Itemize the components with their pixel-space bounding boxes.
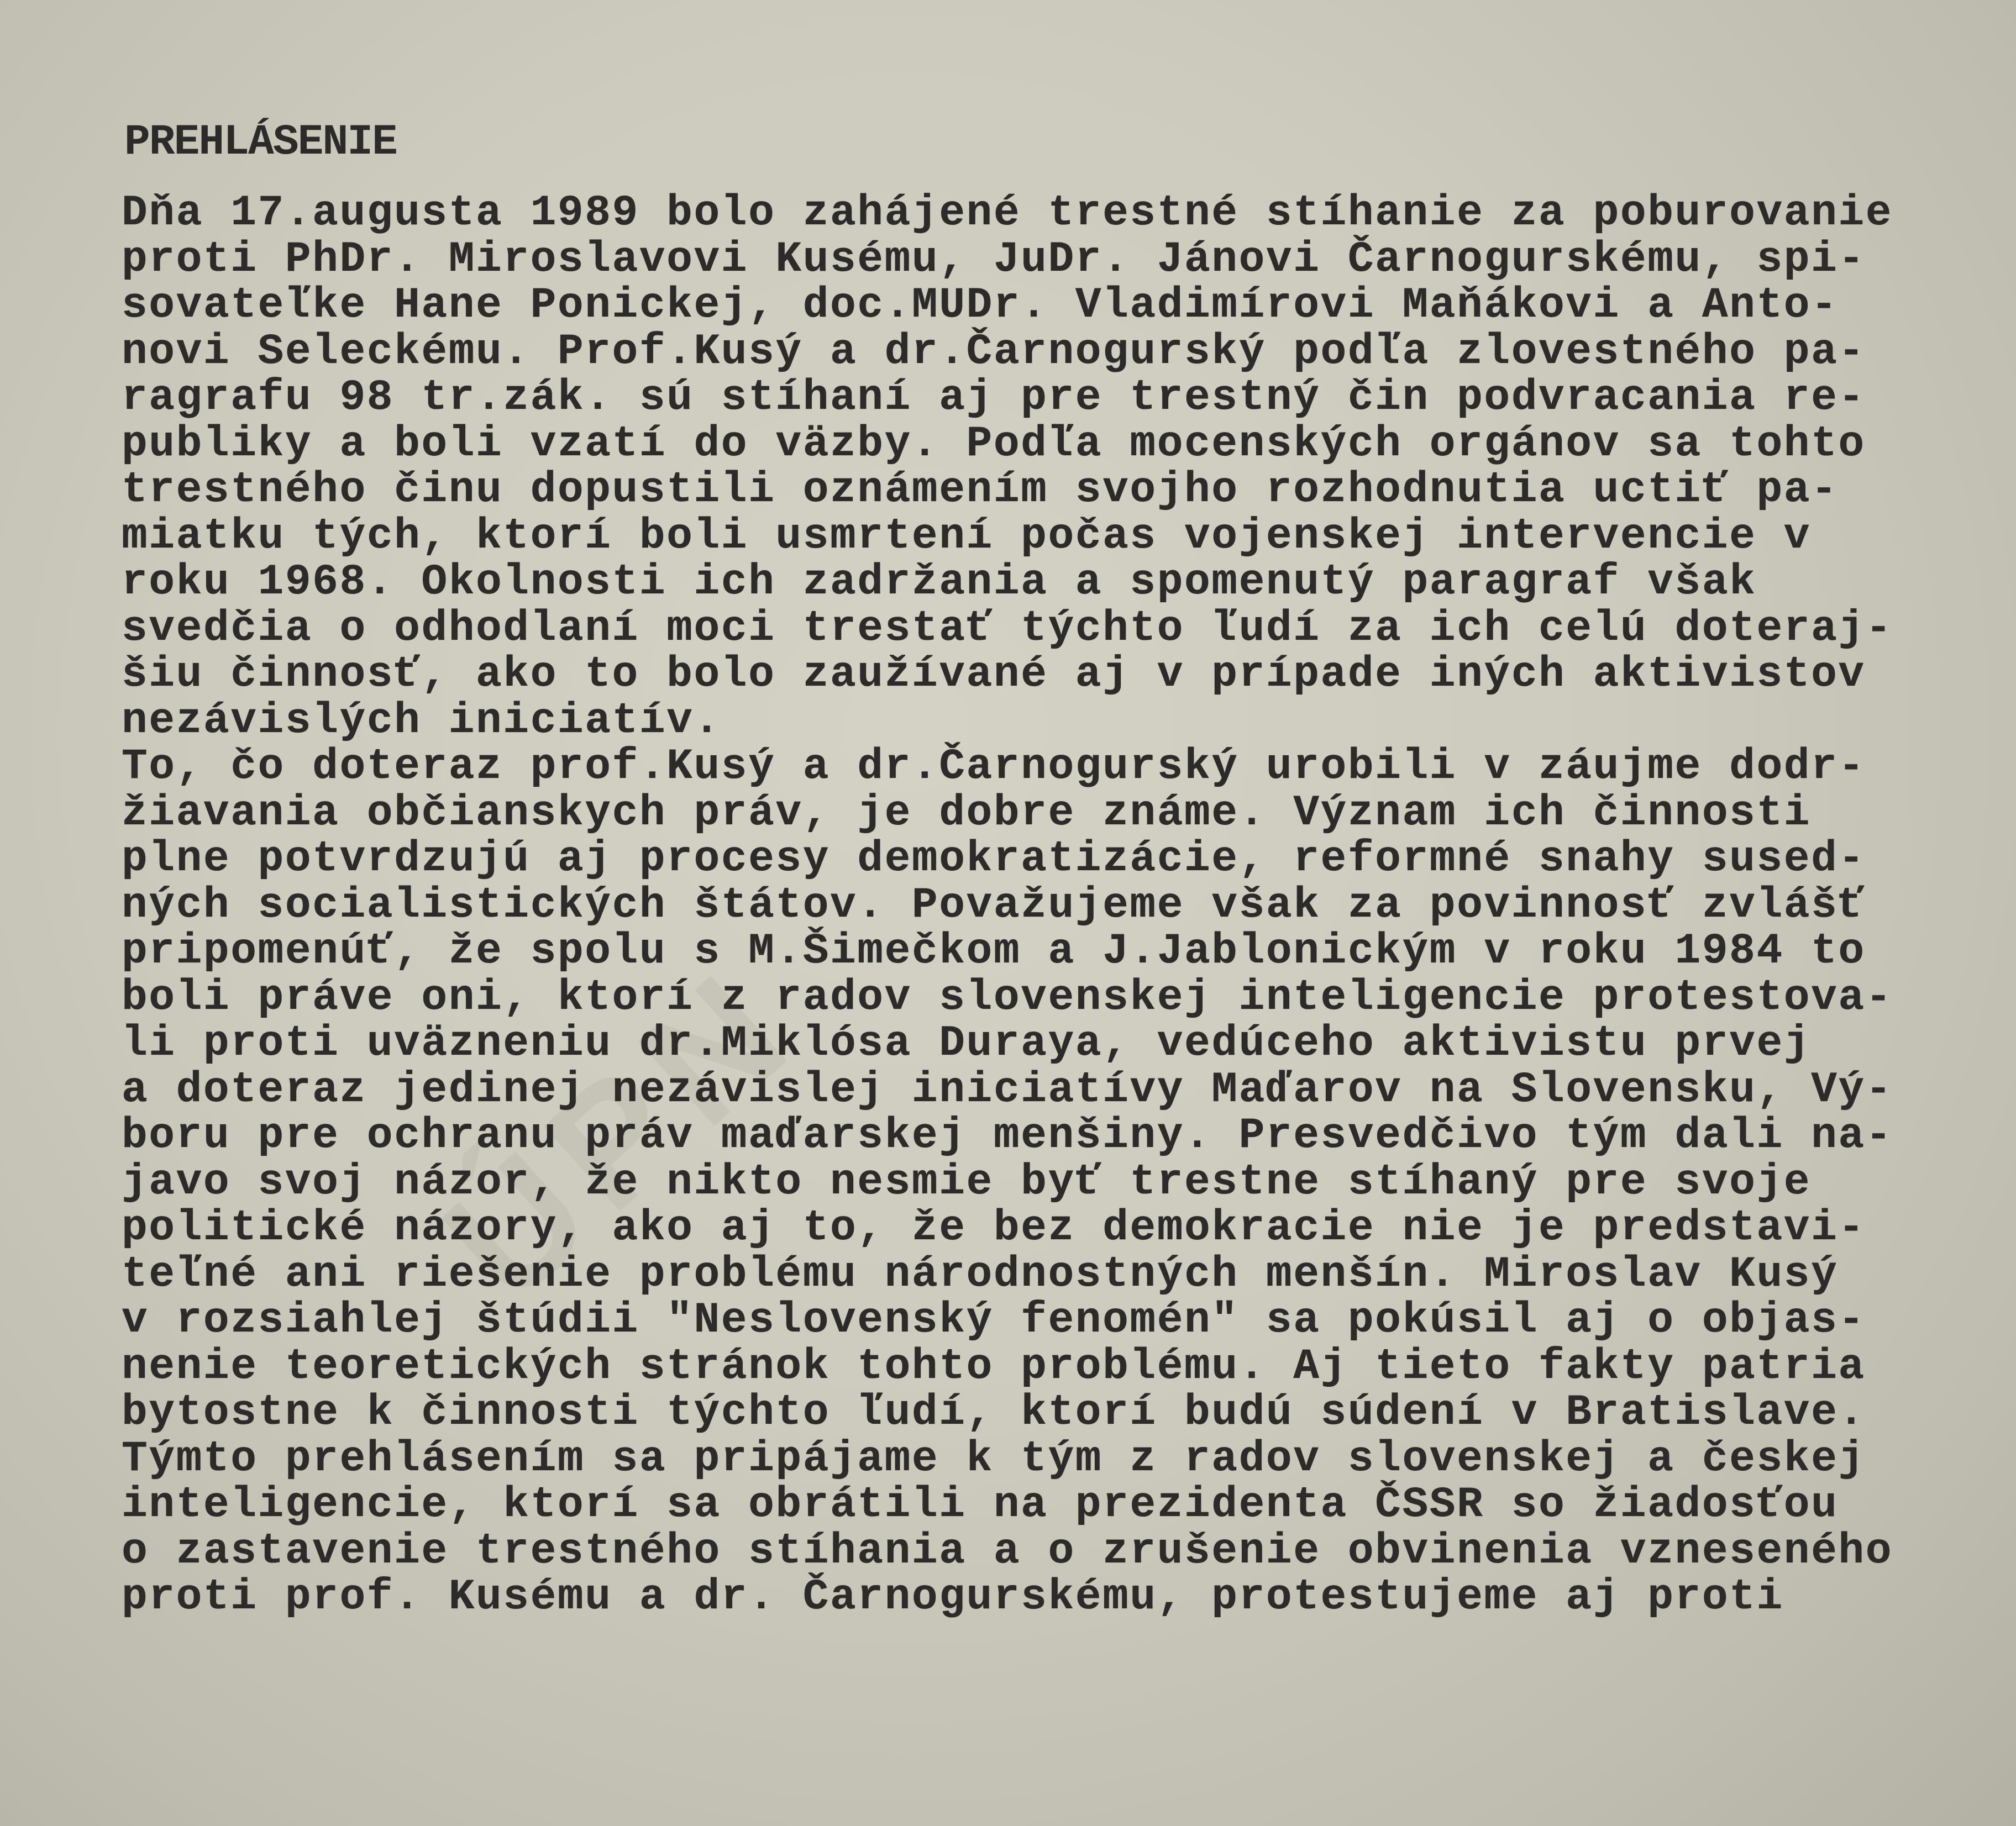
text-line: javo svoj názor, že nikto nesmie byť trestne stíhaný pre svoje [122,1157,1812,1207]
text-line: inteligencie, ktorí sa obrátili na prezidenta ČSSR so žiadosťou [122,1481,1839,1529]
text-line: politické názory, ako aj to, že bez demokracie nie je predstavi- [122,1204,1866,1253]
text-line: sovateľke Hane Ponickej, doc.MUDr. Vladimírovi Maňákovi a Anto- [122,281,1839,330]
text-line: To, čo doteraz prof.Kusý a dr.Čarnogurský urobili v záujme dodr- [122,743,1866,791]
text-line: plne potvrdzujú aj procesy demokratizácie, reformné snahy sused- [122,835,1866,883]
text-line: boli práve oni, ktorí z radov slovenskej inteligencie protestova- [122,973,1893,1022]
text-line: žiavania občianskych práv, je dobre známe. Význam ich činnosti [122,788,1812,838]
text-line: svedčia o odhodlaní moci trestať týchto ľudí za ich celú doteraj- [122,604,1893,653]
text-line: a doteraz jedinej nezávislej iniciatívy Maďarov na Slovensku, Vý- [122,1065,1893,1114]
text-line: roku 1968. Okolnosti ich zadržania a spomenutý paragraf však [122,558,1757,607]
text-line: proti PhDr. Miroslavovi Kusému, JuDr. Jánovi Čarnogurskému, spi- [122,235,1866,284]
text-line: miatku tých, ktorí boli usmrtení počas vojenskej intervencie v [122,512,1812,561]
typewritten-page [83,83,1951,1774]
text-line: Týmto prehlásením sa pripájame k tým z radov slovenskej a českej [122,1434,1866,1483]
text-line: v rozsiahlej štúdii "Neslovenský fenomén" sa pokúsil aj o objas- [122,1296,1866,1345]
text-line: proti prof. Kusému a dr. Čarnogurskému, protestujeme aj proti [122,1573,1784,1622]
text-line: nenie teoretických stránok tohto problému. Aj tieto fakty patria [122,1342,1866,1391]
document-title: PREHLÁSENIE [124,118,397,167]
text-line: li proti uväzneniu dr.Miklósa Duraya, vedúceho aktivistu prvej [122,1019,1812,1068]
watermark: ÚPN [410,930,831,1336]
text-line: ragrafu 98 tr.zák. sú stíhaní aj pre trestný čin podvracania re- [122,373,1866,422]
text-line: šiu činnosť, ako to bolo zaužívané aj v prípade iných aktivistov [122,650,1866,699]
text-line: pripomenúť, že spolu s M.Šimečkom a J.Jablonickým v roku 1984 to [122,927,1866,976]
text-line: nezávislých iniciatív. [122,696,721,745]
text-line: teľné ani riešenie problému národnostných menšín. Miroslav Kusý [122,1250,1839,1299]
text-line: ných socialistických štátov. Považujeme však za povinnosť zvlášť [122,881,1866,930]
text-line: bytostne k činnosti týchto ľudí, ktorí budú súdení v Bratislave. [122,1388,1866,1437]
text-line: trestného činu dopustili oznámením svojho rozhodnutia uctiť pa- [122,466,1839,514]
text-line: novi Seleckému. Prof.Kusý a dr.Čarnogurský podľa zlovestného pa- [122,327,1866,376]
text-line: Dňa 17.augusta 1989 bolo zahájené trestné stíhanie za poburovanie [122,189,1893,238]
text-line: boru pre ochranu práv maďarskej menšiny. Presvedčivo tým dali na- [122,1112,1893,1160]
document-body [122,191,1956,1621]
text-line: o zastavenie trestného stíhania a o zrušenie obvinenia vzneseného [122,1527,1893,1576]
text-line: publiky a boli vzatí do väzby. Podľa mocenských orgánov sa tohto [122,419,1866,469]
